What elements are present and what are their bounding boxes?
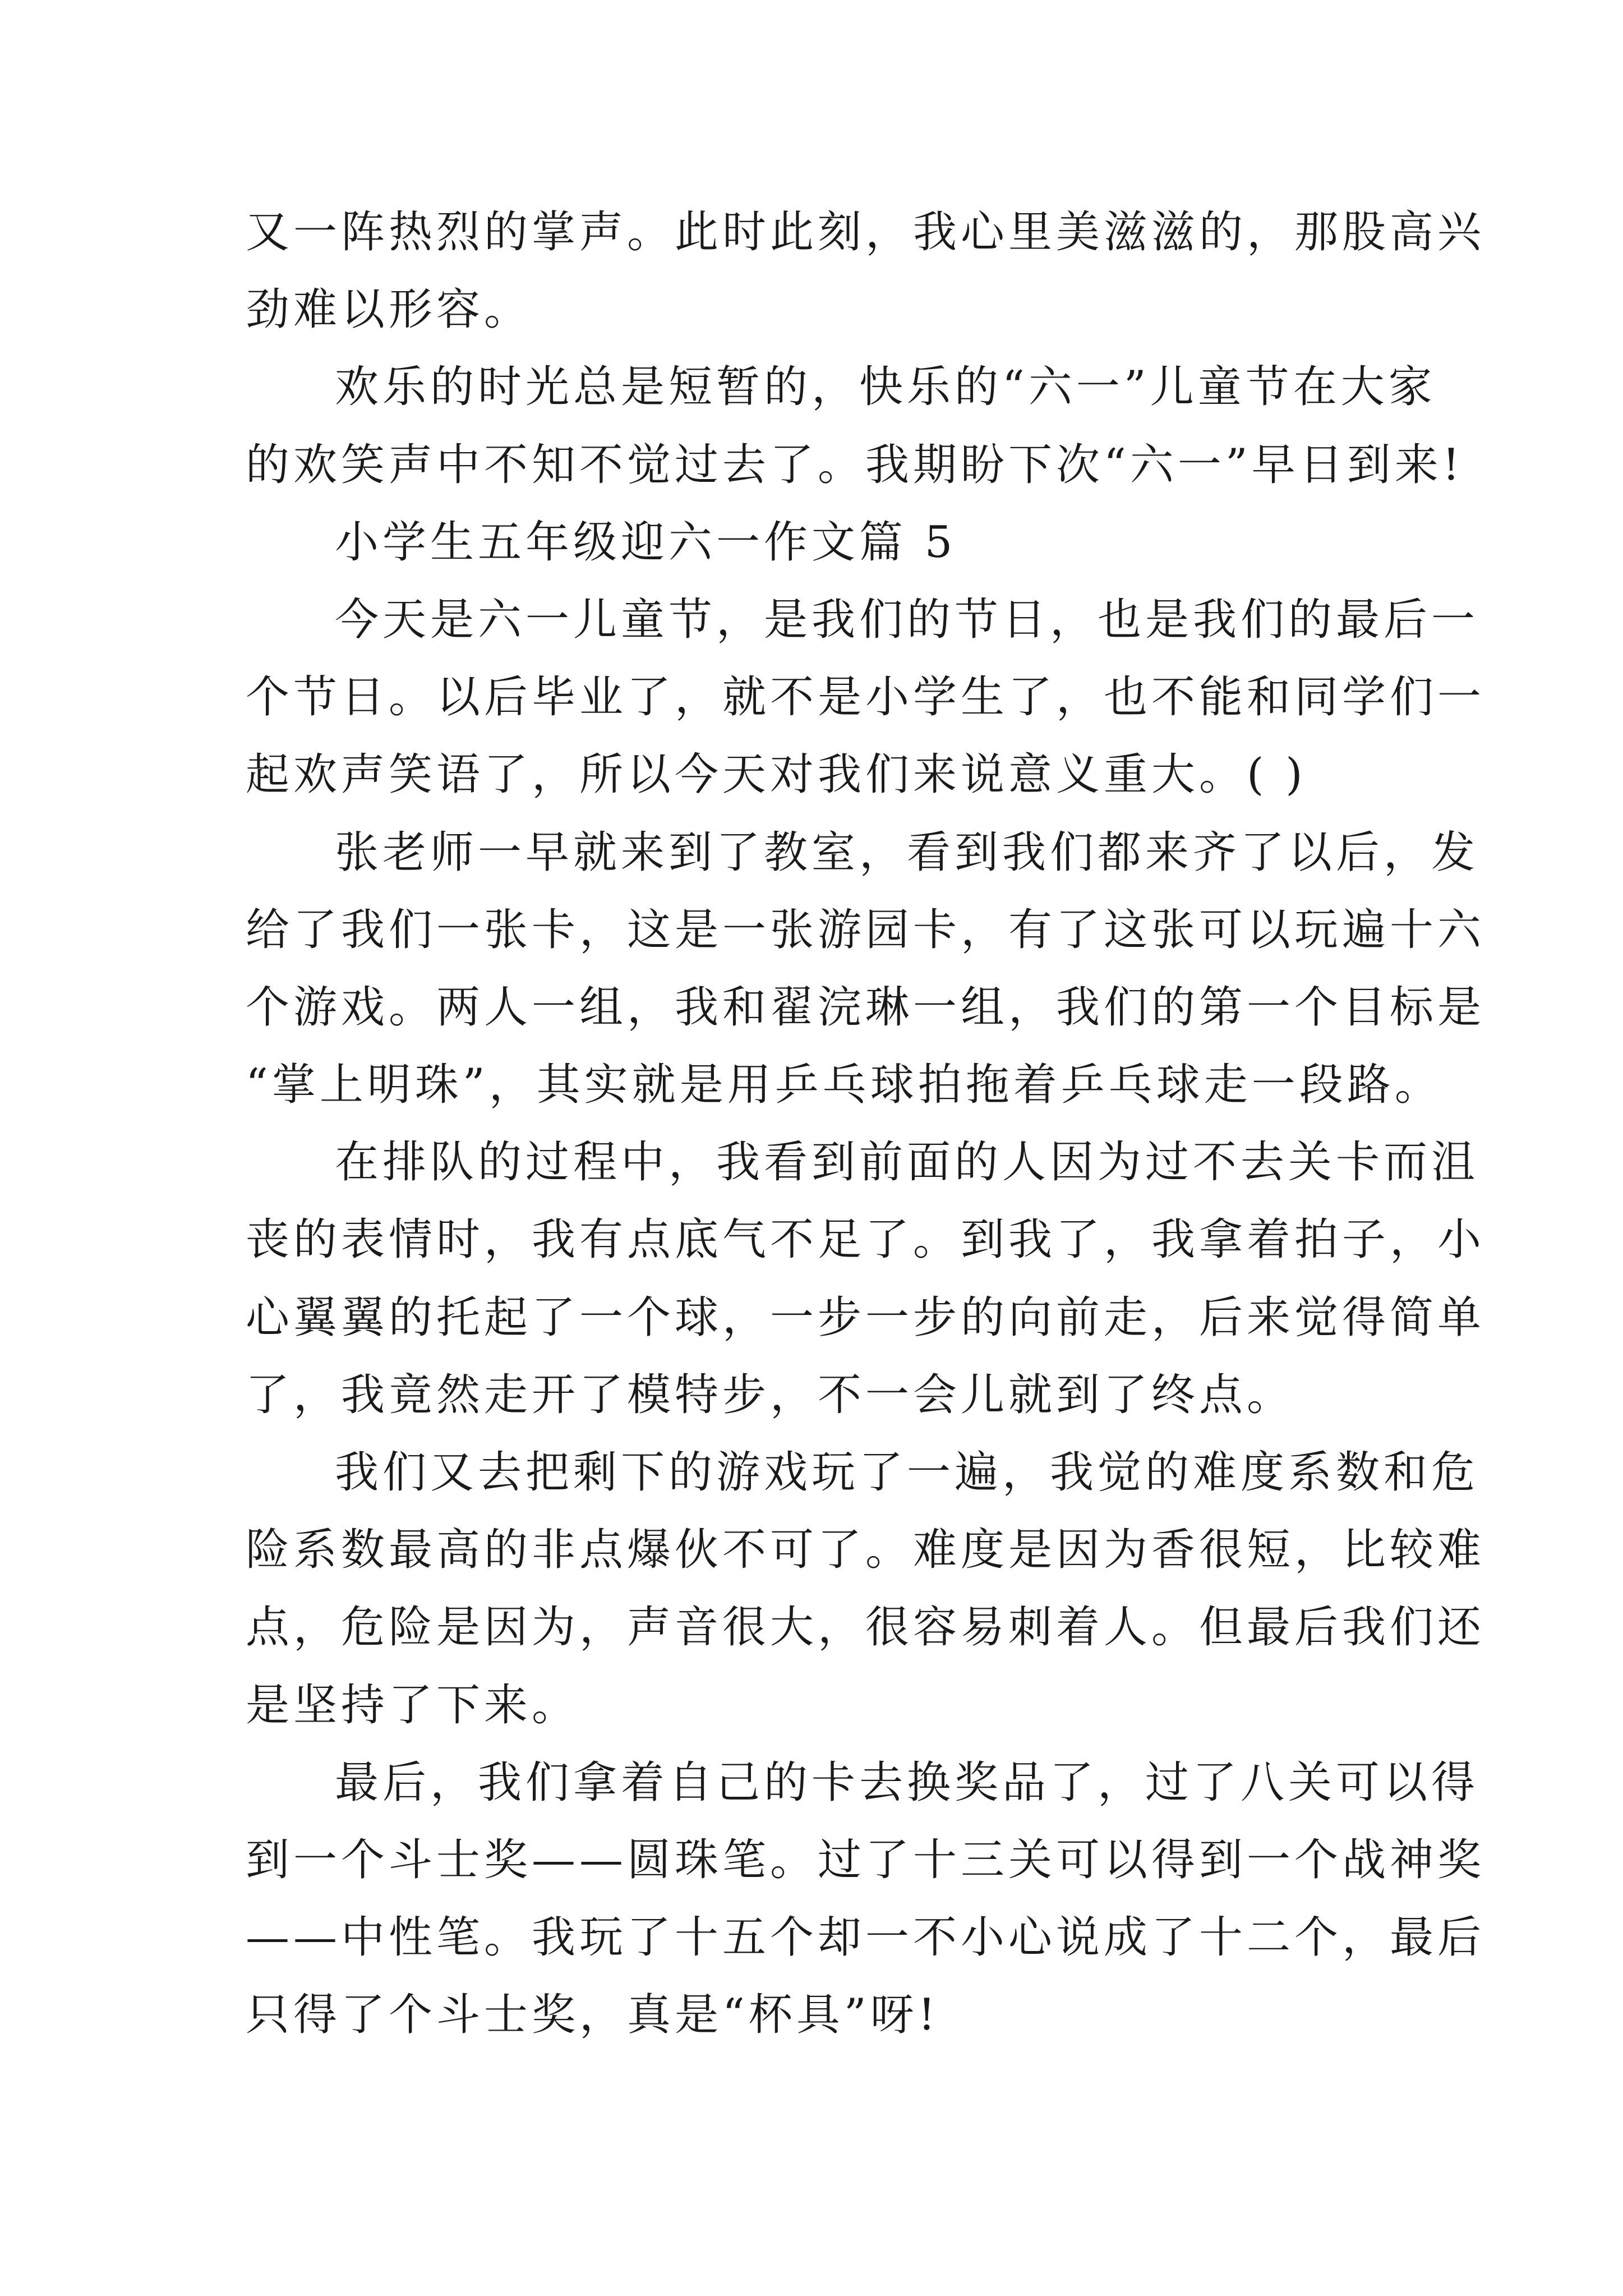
text-line: 险系数最高的非点爆伙不可了。难度是因为香很短，比较难 <box>246 1525 1486 1576</box>
document-body <box>246 194 1486 2054</box>
text-line: 给了我们一张卡，这是一张游园卡，有了这张可以玩遍十六 <box>246 904 1486 955</box>
text-line: 我们又去把剩下的游戏玩了一遍，我觉的难度系数和危 <box>335 1447 1479 1498</box>
text-line: 的欢笑声中不知不觉过去了。我期盼下次“六一”早日到来! <box>246 439 1464 490</box>
text-line: 个节日。以后毕业了，就不是小学生了，也不能和同学们一 <box>246 672 1486 723</box>
text-line: 是坚持了下来。 <box>246 1680 580 1731</box>
text-line: 张老师一早就来到了教室，看到我们都来齐了以后，发 <box>335 827 1479 878</box>
text-line: 在排队的过程中，我看到前面的人因为过不去关卡而沮 <box>335 1137 1479 1188</box>
text-line: 点，危险是因为，声音很大，很容易刺着人。但最后我们还 <box>246 1602 1486 1653</box>
text-line: 最后，我们拿着自己的卡去换奖品了，过了八关可以得 <box>335 1757 1479 1808</box>
text-line: 丧的表情时，我有点底气不足了。到我了，我拿着拍子，小 <box>246 1214 1486 1266</box>
text-line: 起欢声笑语了，所以今天对我们来说意义重大。( ) <box>246 749 1307 800</box>
text-line: 了，我竟然走开了模特步，不一会儿就到了终点。 <box>246 1369 1295 1420</box>
text-line: 劲难以形容。 <box>246 284 532 335</box>
text-line: 今天是六一儿童节，是我们的节日，也是我们的最后一 <box>335 594 1479 645</box>
text-line: 心翼翼的托起了一个球，一步一步的向前走，后来觉得简单 <box>246 1292 1486 1343</box>
text-line: “掌上明珠”，其实就是用乒乓球拍拖着乒乓球走一段路。 <box>246 1060 1442 1111</box>
text-line: 又一阵热烈的掌声。此时此刻，我心里美滋滋的，那股高兴 <box>246 207 1486 257</box>
section-heading: 小学生五年级迎六一作文篇 5 <box>335 517 957 568</box>
text-line: 只得了个斗士奖，真是“杯具”呀! <box>246 1990 940 2041</box>
text-line: ——中性笔。我玩了十五个却一不小心说成了十二个，最后 <box>246 1912 1486 1963</box>
text-line: 个游戏。两人一组，我和翟浣琳一组，我们的第一个目标是 <box>246 982 1486 1033</box>
text-line: 到一个斗士奖——圆珠笔。过了十三关可以得到一个战神奖 <box>246 1834 1486 1885</box>
text-line: 欢乐的时光总是短暂的，快乐的“六一”儿童节在大家 <box>335 362 1436 413</box>
